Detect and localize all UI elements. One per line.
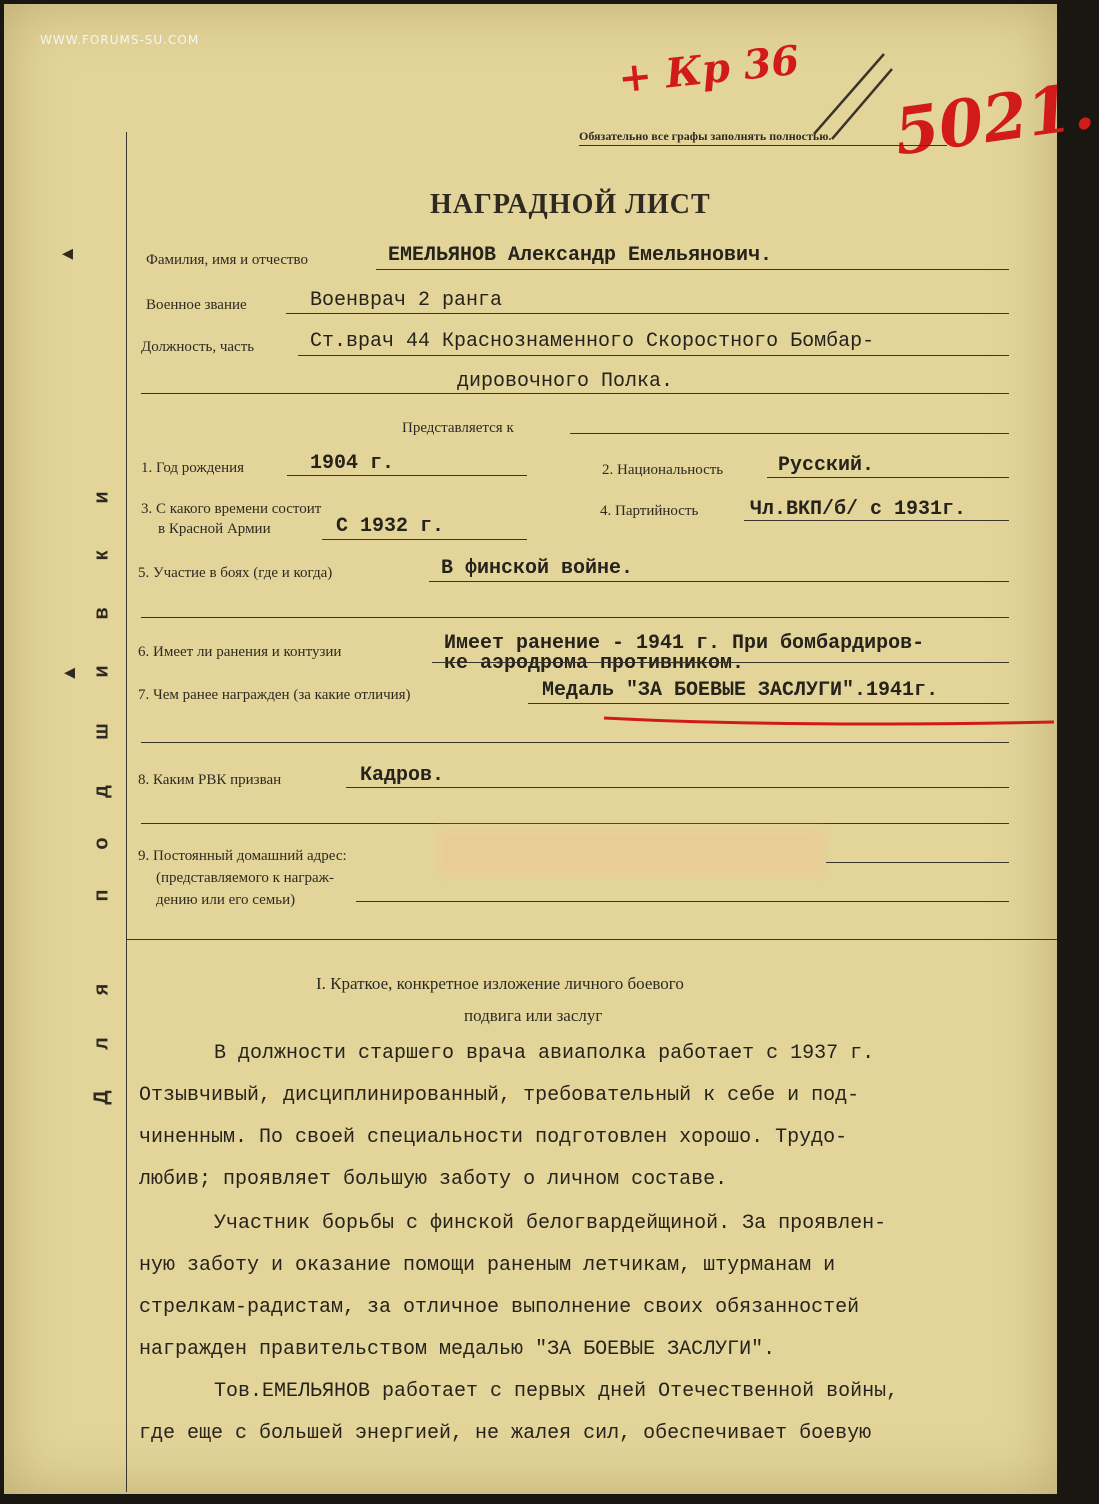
section-title-line2: подвига или заслуг	[464, 1006, 603, 1025]
punch-hole-mark: ◂	[64, 659, 76, 684]
narrative-line: В должности старшего врача авиаполка работает с 1937 г.	[214, 1042, 875, 1065]
side-letter: я	[90, 983, 113, 996]
narrative-line: чиненным. По своей специальности подготовлен хорошо. Трудо-	[139, 1126, 848, 1149]
narrative-line: стрелкам-радистам, за отличное выполнение своих обязанностей	[139, 1296, 860, 1319]
narrative-line: ную заботу и оказание помощи раненым летчикам, штурманам и	[139, 1254, 836, 1277]
position-rule-1	[298, 355, 1009, 356]
header-note: Обязательно все графы заполнять полностью.	[579, 129, 832, 143]
award-sheet-page	[4, 4, 1099, 1494]
side-letter: к	[90, 550, 113, 561]
party-label: 4. Партийность	[600, 503, 699, 519]
wounds-value-line2: ке аэродрома противником.	[444, 652, 745, 675]
rank-value: Военврач 2 ранга	[310, 289, 503, 312]
address-label-2: (представляемого к награж-	[156, 870, 335, 886]
address-rule-1	[826, 862, 1009, 863]
birth-year-rule	[287, 475, 527, 476]
side-letter: л	[90, 1037, 113, 1050]
presented-label: Представляется к	[402, 420, 514, 436]
address-label-3: дению или его семьи)	[156, 892, 296, 908]
handwritten-number: 5021.	[889, 68, 1099, 171]
army-since-value: С 1932 г.	[336, 515, 445, 538]
side-letter: п	[90, 889, 113, 902]
battles-rule-1	[429, 581, 1009, 582]
army-since-rule	[322, 539, 527, 540]
nationality-rule	[767, 477, 1009, 478]
narrative-line: где еще с большей энергией, не жалея сил, обеспечивает боевую	[139, 1422, 872, 1445]
party-rule	[744, 520, 1009, 521]
red-pencil-underline	[602, 704, 1057, 734]
position-value-line2: дировочного Полка.	[457, 370, 674, 393]
narrative-line: Участник борьбы с финской белогвардейщиной. За проявлен-	[214, 1212, 887, 1235]
position-label: Должность, часть	[141, 339, 255, 355]
document-title: НАГРАДНОЙ ЛИСТ	[430, 189, 711, 220]
rank-rule	[286, 313, 1009, 314]
rvk-label: 8. Каким РВК призван	[138, 772, 282, 788]
battles-value: В финской войне.	[441, 557, 634, 580]
presented-rule	[570, 433, 1009, 434]
section-title-line1: I. Краткое, конкретное изложение личного боевого	[316, 974, 684, 993]
battles-rule-2	[141, 617, 1009, 618]
narrative-line: Отзывчивый, дисциплинированный, требовательный к себе и под-	[139, 1084, 860, 1107]
position-value-line1: Ст.врач 44 Краснознаменного Скоростного Бомбар-	[310, 330, 875, 353]
side-letter: о	[90, 837, 113, 850]
rvk-rule	[346, 787, 1009, 788]
narrative-line: Тов.ЕМЕЛЬЯНОВ работает с первых дней Отечественной войны,	[214, 1380, 899, 1403]
binding-margin-line	[126, 132, 127, 1492]
battles-label: 5. Участие в боях (где и когда)	[138, 565, 333, 581]
redacted-address	[436, 828, 826, 878]
name-label: Фамилия, имя и отчество	[146, 252, 309, 268]
narrative-line: награжден правительством медалью "ЗА БОЕВЫЕ ЗАСЛУГИ".	[139, 1338, 776, 1361]
birth-year-label: 1. Год рождения	[141, 460, 245, 476]
army-since-label-2: в Красной Армии	[158, 521, 271, 537]
watermark: WWW.FORUMS-SU.COM	[40, 33, 200, 47]
birth-year-value: 1904 г.	[310, 452, 395, 475]
name-value: ЕМЕЛЬЯНОВ Александр Емельянович.	[388, 244, 773, 267]
awards-value: Медаль "ЗА БОЕВЫЕ ЗАСЛУГИ".1941г.	[542, 679, 939, 702]
wounds-value-line1: Имеет ранение - 1941 г. При бомбардиров-	[444, 632, 925, 655]
address-rule-2	[356, 901, 1009, 902]
wounds-label: 6. Имеет ли ранения и контузии	[138, 644, 342, 660]
awards-rule-2	[141, 742, 1009, 743]
awards-label: 7. Чем ранее награжден (за какие отличия)	[138, 687, 411, 703]
header-note-rule	[579, 145, 947, 146]
side-letter: Д	[90, 1090, 113, 1105]
rvk-rule-2	[141, 823, 1009, 824]
address-label-1: 9. Постоянный домашний адрес:	[138, 848, 347, 864]
nationality-label: 2. Национальность	[602, 462, 724, 478]
side-letter: в	[90, 607, 113, 620]
name-rule	[376, 269, 1009, 270]
section-divider	[126, 939, 1057, 940]
narrative-line: любив; проявляет большую заботу о личном составе.	[139, 1168, 728, 1191]
side-letter: ш	[90, 723, 113, 740]
rvk-value: Кадров.	[360, 764, 445, 787]
party-value: Чл.ВКП/б/ с 1931г.	[750, 498, 967, 521]
wounds-rule	[432, 662, 1009, 663]
army-since-label-1: 3. С какого времени состоит	[141, 501, 322, 517]
punch-hole-mark: ◂	[62, 240, 74, 265]
nationality-value: Русский.	[778, 454, 875, 477]
handwritten-note-top: + Кр 36	[616, 36, 802, 103]
side-letter: и	[90, 665, 113, 678]
rank-label: Военное звание	[146, 297, 247, 313]
side-letter: и	[90, 491, 113, 504]
position-rule-2	[141, 393, 1009, 394]
side-letter: д	[90, 785, 113, 798]
